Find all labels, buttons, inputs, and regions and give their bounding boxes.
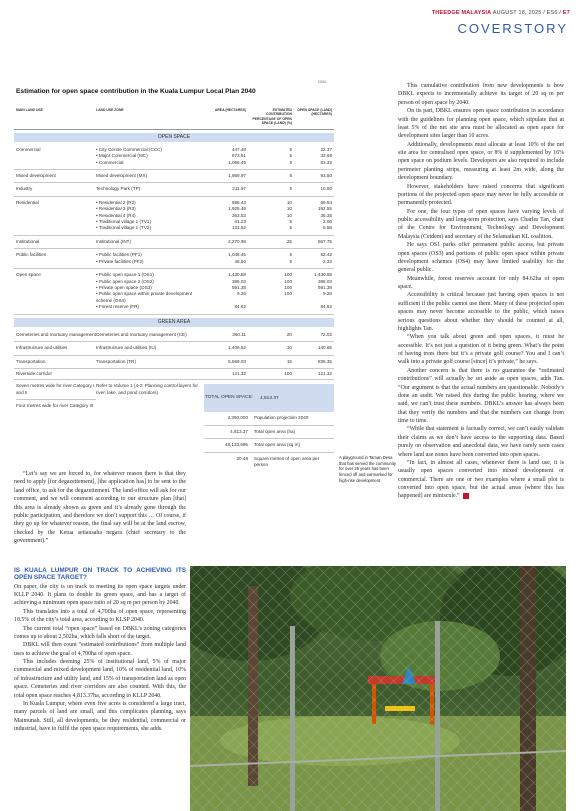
paragraph: Another concern is that there is no guarantee the “estimated contributions” will actually be set aside as open spaces, adds Tan. “Our argument is that the actual numbers are questionable. Nobody’s done an audit. We raised this during the public hearing, where we said, we can’t trust these numbers. DBKL’s answer has always been that they verify the numbers and that the numbers can change from time to time. [398,367,564,424]
band-green-area: GREEN AREA [14,318,334,327]
table-row [14,380,204,412]
total-open-space-box [204,384,334,412]
table-row: Institutional Institutional (INT) 2,270.98 25 567.75 [14,236,334,249]
issue-number: ES6 [546,10,558,16]
summary-row: 20.48 Square metres of open area per person [236,455,320,468]
river-category-3: Four metres wide for river Category III [16,403,94,409]
end-square-icon [463,493,469,499]
paragraph: On its part, DBKL ensures open space contribution in accordance with the guidelines for planning open space, which stipulate that at least 5% of the net site area must be allocated as open space for development sites larger than 10 acres. [398,108,564,140]
total-label: TOTAL OPEN SPACE: [204,395,254,401]
table-source: DBKL [318,80,328,84]
col-contribution: ESTIMATED CONTRIBUTION PERCENTAGE OF OPEN SPACE (LAND) (%) [252,108,292,126]
paragraph: DBKL will then count “estimated contributions” from multiple land uses to achieve the goal of 4,700ha of open space. [14,642,186,657]
total-value: 4,813.37 [260,395,279,401]
col-area: AREA (HECTARES) [214,108,246,112]
paragraph: For one, the four types of open spaces have varying levels of public accessibility and long-term protection, says Charles Tan, chair of the Centre for Environment, Technology and Development Malaysia (Cetdem) and secretary of the Selamatkan KL coalition. [398,208,564,240]
table-row: Infrastructure and utilities Infrastructure and utilities (IU) 1,406.52 10 140.65 [14,342,334,355]
paragraph: This translates into a total of 4,700ha of open space, representing 18.5% of the city’s total area, according to KLSP 2040. [14,608,186,624]
table-header [14,108,334,130]
table-title: Estimation for open space contribution in the Kuala Lumpur Local Plan 2040 [16,88,256,95]
refer-volume: Refer to Volume 1 (4-2: Planning control layers for river, lake, and pond corridors) [96,383,198,395]
table-row: Cemeteries and mortuary management Cemeteries and mortuary management (CE) 360.11 20 72.02 [14,329,334,342]
paragraph: “While that statement is factually correct, we can’t easily validate their claims as we don’t have access to the supporting data. Based purely on observation and anecdotal data, we have rarely seen cases where land use zones have been converted into open spaces. [398,426,564,458]
paragraph: “Let’s say we are forced to, for whatever reason there is that they need to apply [for degazettement], [the application has] to be sent to the land office, to ask for the degazettement. The land office will ask for our comment, and we will comment according to our structure plan [that] this area is already shown as green and it’s already gone through the public participation, and therefore we don’t support this … Of course, if they go up for whatever reason, the final say will be at the land escrow, checked by the Ketua setiausaha negara (chief secretary to the government).” [14,471,186,544]
open-space-table [14,88,334,472]
table-row: Open space • Public open space 1 (OS1) • Public open space 2 (OS2) • Private open space (OS3) • Public open space within private development scheme (OS4) • Forest reserve (FR) 1,430.58 386.03 591.38 9.26 84.62 100 100 100 100 1,430.58 386.03 591.38 9.26 84.62 [14,269,334,315]
paragraph: This includes deeming 25% of institutional land, 5% of major commercial and mixed development land, 10% of residential land, 10% of infrastructure and utility land, and 15% of transportation land as open space. Cemeteries and river corridors are also counted. With this, the total open space reaches 4,813.37ha, according to KLLP 2040. [14,659,186,699]
paragraph: He says OS1 parks offer permanent public access, but private open spaces (OS3) and portions of public open space within private development schemes (OS4) may have limited usability for the general public. [398,242,564,274]
table-row: Transportation Transportation (TR) 5,569.03 15 835.35 [14,356,334,369]
paragraph: In Kuala Lumpur, where even five acres is considered a large tract, many parcels of land are small, and this complicates planning, says Maimunah. Still, all developments, be they residential, commercial or industrial, have to fulfil the open space requirements, she adds. [14,700,186,733]
paragraph: “When you talk about green and open spaces, it must be accessible. It’s not just a question of it being green. What’s the point of having trees there but it’s a private golf course? You and I can’t walk into a private golf course [since] it’s private,” he says. [398,334,564,366]
brand-name: THEEDGE MALAYSIA [431,10,492,16]
river-category-1-2: Seven metres wide for river Category I and II [16,383,96,400]
page-number: E7 [562,10,570,16]
left-column-quote [14,470,186,545]
issue-date: AUGUST 18, 2025 [492,10,542,16]
col-main-land-use: MAIN LAND USE [16,108,43,112]
paragraph: Meanwhile, forest reserves account for only 84.62ha of open space. [398,275,564,290]
paragraph: On paper, the city is on track to meeting its open space targets under KLLP 2040. It plans to double its green space, and has a target of achieving a minimum open space ratio of 20 sq m per person by 2040. [14,583,186,607]
photo-caption: A playground in Taman Desa that has served the community for over 25 years has been fenced off and earmarked for high-rise development [339,455,397,483]
paragraph: However, stakeholders have raised concerns that significant portions of the projected open space may never be fully accessible or permanently protected. [398,183,564,207]
paragraph: This cumulative contribution from new developments is how DBKL expects to incrementally achieve its target of 20 sq m per person of open space by 2040. [398,83,564,106]
table-row: Public facilities • Public facilities (PF1) • Private facilities (PF2) 1,048.45 46.50 5 5 52.42 2.33 [14,249,334,269]
table-lower [14,380,334,471]
col-open-space: OPEN SPACE (LAND) (HECTARES) [297,108,332,117]
section-title: COVERSTORY [457,21,568,36]
masthead-meta: THEEDGE MALAYSIA AUGUST 18, 2025 / ES6 / E7 [431,10,570,16]
playground-photo [190,566,566,811]
summary-row: 2,350,000 Population projection 2040 [204,412,334,425]
table-row: Mixed development Mixed development (MX) 1,869.97 5 93.50 [14,170,334,183]
right-column-text [398,82,564,501]
table-row: Riverside corridor 121.32 100 121.32 [14,369,334,380]
paragraph: “In fact, in almost all cases, whenever there is land use, it is usually open spaces converted into mixed development or commercial. There are one or two examples where a small plot is converted into open space, but the actual areas [where this has happened] are miniscule.” [398,459,564,500]
table-row: Industry Technology Park (TP) 211.97 5 10.60 [14,183,334,196]
table-row: Commercial • City Centre Commercial (CCC) • Major Commercial (MC) • Commercial 447.48 673.61 1,066.49 5 5 5 22.37 33.68 53.32 [14,144,334,170]
band-open-space: OPEN SPACE [14,133,334,142]
masthead [0,6,580,36]
col-land-use-zone: LAND USE ZONE [96,108,124,112]
summary-row: 4,813.37 Total open area (ha) [204,426,334,439]
left-column-body [14,567,186,733]
table-row: Residential • Residential 2 (R2) • Residential 3 (R3) • Residential 4 (R4) • Traditional village 1 (TV1) • Traditional village 1 (TV2) 696.43 1,925.49 363.53 41.23 131.52 10 10 10 5 5 69.64 192.55 35.35 2.06 6.58 [14,197,334,236]
paragraph: The current total “open space” based on DBKL’s zoning categories comes up to about 2,502ha, which falls short of the target. [14,625,186,640]
playground-photo-illustration [190,566,566,811]
sub-heading: IS KUALA LUMPUR ON TRACK TO ACHIEVING ITS OPEN SPACE TARGET? [14,567,186,582]
summary-row: 48,133,695 Total open area (sq m) [204,439,334,452]
paragraph: Accessibility is critical because just having open spaces is not sufficient if the public cannot use them. Many of these projected open spaces may never become accessible to the public, which raises serious questions about whether they should be counted at all, highlights Tan. [398,292,564,332]
paragraph: Additionally, developments must allocate at least 10% of the net site area for centralised open space, or 8% if supplemented by 16% open space on podium levels. Developers are also required to include perimeter planting strips, measuring at least 2m wide, along the development boundary. [398,141,564,182]
